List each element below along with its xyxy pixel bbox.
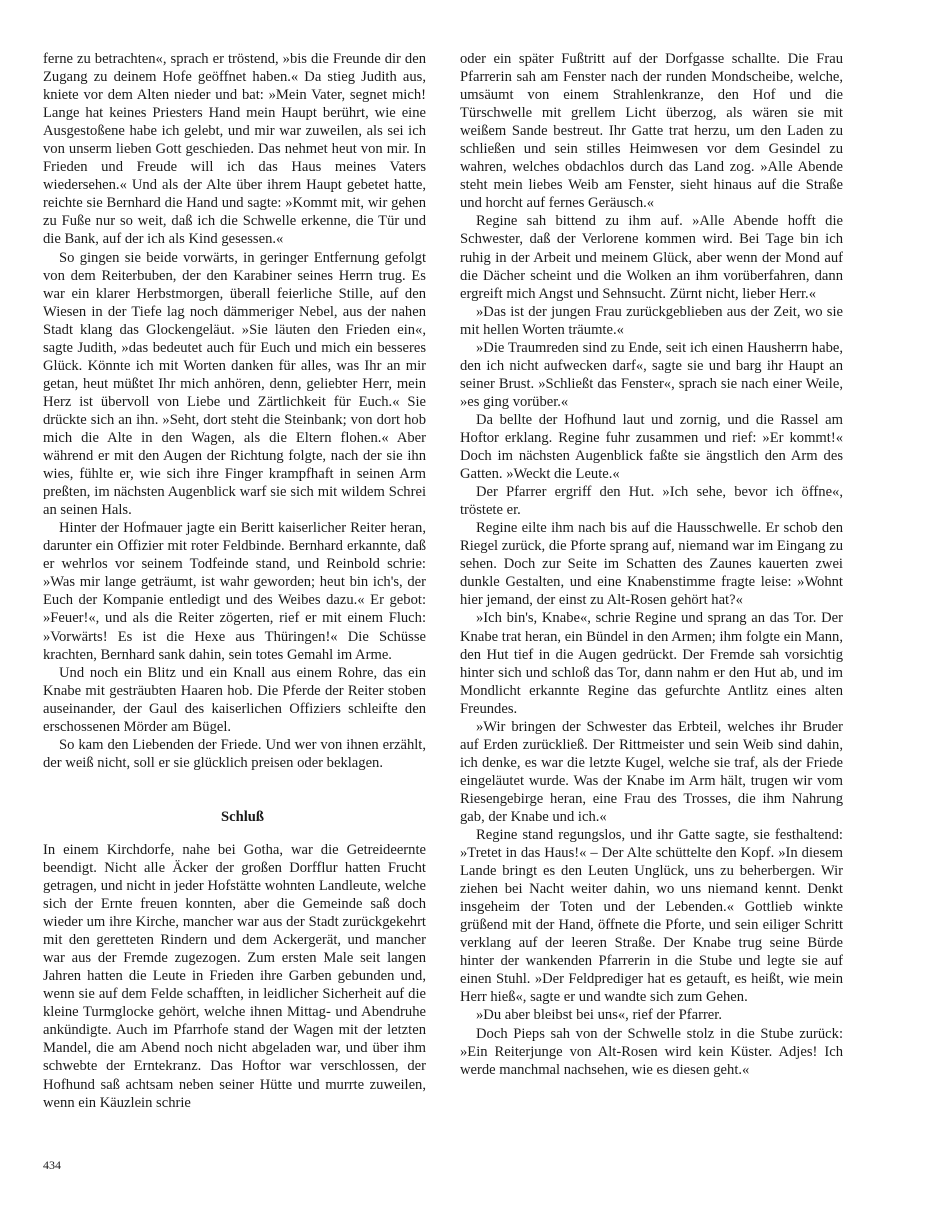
paragraph: Doch Pieps sah von der Schwelle stolz in die Stube zurück: »Ein Reiterjunge von Alt-Rosen wird kein Küster. Adjes! Ich werde manchmal nachsehen, wie es diesen geht.« — [460, 1025, 843, 1078]
left-column — [43, 50, 426, 1112]
paragraph: Regine sah bittend zu ihm auf. »Alle Abende hofft die Schwester, daß der Verlorene kommen wird. Bei Tage bin ich ruhig in der Arbeit und meinem Glück, aber wenn der Mond auf die Dächer scheint und die Wolken an ihm vorüberfahren, dann ergreift mich Angst und Sehnsucht. Zürnt nicht, lieber Herr.« — [460, 213, 843, 302]
paragraph: »Wir bringen der Schwester das Erbteil, welches ihr Bruder auf Erden zurückließ. Der Rittmeister und sein Weib sind dahin, ich denke, es war die letzte Kugel, welche sie traf, als der Friede eingeläutet wurde. Was der Knabe im Arm hält, trugen wir vom Riesengebirge heran, eine Frau des Trosses, die ihm Nahrung gab, der Knabe und ich.« — [460, 718, 843, 825]
paragraph: »Das ist der jungen Frau zurückgeblieben aus der Zeit, wo sie mit hellen Worten träumte.« — [460, 303, 843, 338]
paragraph: Der Pfarrer ergriff den Hut. »Ich sehe, bevor ich öffne«, tröstete er. — [460, 484, 843, 519]
paragraph: Regine stand regungslos, und ihr Gatte sagte, sie festhaltend: »Tretet in das Haus!« – Der Alte schüttelte den Kopf. »In diesem Lande bringt es den Leuten Unglück, uns zu beherbergen. Wir ziehen bei Nacht weiter dahin, wo uns niemand kennt. Denkt insgeheim der Toten und der Lebenden.« Gottlieb winkte grüßend mit der Hand, öffnete die Pforte, und sein eiliger Schritt verklang auf der leeren Straße. Der Knabe trug seine Bürde hinter der wankenden Pfarrerin in die Stube und legte sie auf einen Stuhl. »Der Feldprediger hat es getauft, es heißt, wie mein Herr hieß«, sagte er und wandte sich zum Gehen. — [460, 827, 843, 1006]
paragraph: »Die Traumreden sind zu Ende, seit ich einen Hausherrn habe, den ich nicht aufwecken darf«, sagte sie und barg ihr Haupt an seiner Brust. »Schließt das Fenster«, sprach sie nach einer Weile, »es ging vorüber.« — [460, 339, 843, 410]
paragraph: »Ich bin's, Knabe«, schrie Regine und sprang an das Tor. Der Knabe trat heran, ein Bündel in den Armen; ihm folgte ein Mann, den Hut tief in die Augen gedrückt. Der Fremde sah vorsichtig hinter sich und schloß das Tor, dann nahm er den Hut ab, und im Mondlicht erkannte Regine das gefurchte Antlitz eines alten Freundes. — [460, 610, 843, 717]
paragraph: So gingen sie beide vorwärts, in geringer Entfernung gefolgt von dem Reiterbuben, der den Karabiner seines Herrn trug. Es war ein klarer Herbstmorgen, überall feierliche Stille, auf den Wiesen in der Tiefe lag noch dämmeriger Nebel, aus der nahen Stadt klang das Glockengeläut. »Sie läuten den Frieden ein«, sagte Judith, »das bedeutet auch für Euch und mich ein besseres Glück. Könnte ich mit Worten danken für alles, was Ihr an mir getan, heut müßtet Ihr mich anhören, denn, geliebter Herr, mein Herz ist übervoll von Liebe und Zärtlichkeit für Euch.« Sie drückte sich an ihn. »Seht, dort steht die Steinbank; von dort hob mich die Alte in den Wagen, als die Eltern flohen.« Aber während er mit den Augen der Richtung folgte, nach der sie ihn wies, fühlte er, wie sich ihre Finger krampfhaft in seinen Arm preßten, im nächsten Augenblick warf sie sich mit wildem Schrei an seinen Hals. — [43, 249, 426, 519]
right-column — [460, 50, 843, 1079]
paragraph: Regine eilte ihm nach bis auf die Hausschwelle. Er schob den Riegel zurück, die Pforte sprang auf, niemand war im Eingang zu sehen. Doch zur Seite im Schatten des Zaunes kauerten zwei dunkle Gestalten, und eine Knabenstimme fragte leise: »Wohnt hier jemand, der einst zu Alt-Rosen gehört hat?« — [460, 520, 843, 609]
paragraph: So kam den Liebenden der Friede. Und wer von ihnen erzählt, der weiß nicht, soll er sie glücklich preisen oder beklagen. — [43, 736, 426, 771]
paragraph: Hinter der Hofmauer jagte ein Beritt kaiserlicher Reiter heran, darunter ein Offizier mit roter Feldbinde. Bernhard erkannte, daß er wehrlos vor seinem Todfeinde stand, und Reinbold schrie: »Was mir lange geträumt, ist wahr geworden; heut bin ich's, der Euch der Kompanie entledigt und des Weibes dazu.« Er gebot: »Feuer!«, und als die Reiter zögerten, rief er mit einem Fluch: »Vorwärts! Es ist die Hexe aus Thüringen!« Die Schüsse krachten, Bernhard sank dahin, sein totes Gemahl im Arme. — [43, 520, 426, 663]
paragraph: In einem Kirchdorfe, nahe bei Gotha, war die Getreideernte beendigt. Nicht alle Äcker der großen Dorfflur hatten Frucht getragen, und nicht in jeder Hofstätte wohnten Landleute, welche sich der Ernte freuen konnten, aber die Gemeinde saß doch wieder um ihre Kirche, mancher war aus der Stadt zurückgekehrt mit den geretteten Rindern und dem Ackergerät, und mancher war aus der Fremde zugezogen. Zum ersten Male seit langen Jahren hatten die Leute in Frieden ihre Garben gebunden und, wenn sie auf dem Felde schafften, in leidlicher Sicherheit auf die kleine Turmglocke gehört, welche ihnen Mittag- und Abendruhe ankündigte. Auch im Pfarrhofe stand der Wagen mit der letzten Mandel, die am Abend noch nicht abgeladen war, und über ihm schwebte der Erntekranz. Das Hoftor war verschlossen, der Hofhund saß achtsam neben seiner Hütte und murrte zuweilen, wenn ein Käuzlein schrie — [43, 841, 426, 1111]
page-number: 434 — [43, 1158, 61, 1172]
paragraph: Da bellte der Hofhund laut und zornig, und die Rassel am Hoftor erklang. Regine fuhr zusammen und rief: »Er kommt!« Doch im nächsten Augenblick faßte sie ängstlich den Arm des Gatten. »Weckt die Leute.« — [460, 411, 843, 483]
paragraph: ferne zu betrachten«, sprach er tröstend, »bis die Freunde dir den Zugang zu deinem Hofe geöffnet haben.« Da stieg Judith aus, kniete vor dem Alten nieder und bat: »Mein Vater, segnet mich! Lange hat keines Priesters Hand mein Haupt berührt, wie eine Ausgestoßene habe ich gelebt, und mir war zuweilen, als sei ich von unserm lieben Gott geschieden. Das nehmet heut von mir. In Frieden und Freude will ich das Haus meines Vaters wiedersehen.« Und als der Alte über ihrem Haupt gebetet hatte, reichte sie Bernhard die Hand und sagte: »Kommt mit, wir gehen zu Fuße nur so weit, daß ich die Schwelle erkenne, die Tür und die Bank, auf der ich als Kind gesessen.« — [43, 51, 426, 248]
paragraph: »Du aber bleibst bei uns«, rief der Pfarrer. — [476, 1007, 722, 1024]
paragraph: Und noch ein Blitz und ein Knall aus einem Rohre, das ein Knabe mit gesträubten Haaren hob. Die Pferde der Reiter stoben auseinander, der Gaul des kaiserlichen Offiziers schleifte den erschossenen Mörder am Bügel. — [43, 664, 426, 735]
paragraph: oder ein später Fußtritt auf der Dorfgasse schallte. Die Frau Pfarrerin sah am Fenster nach der runden Mondscheibe, welche, umsäumt von einem Strahlenkranze, den Hof und die Türschwelle mit grellem Licht überzog, als wären sie mit weißem Sande bestreut. Ihr Gatte trat herzu, um den Laden zu schließen und sein stilles Heimwesen vor dem Gesindel zu wahren, welches obdachlos durch das Land zog. »Alle Abende steht mein liebes Weib am Fenster, sieht hinaus auf die Straße und horcht auf fernes Geräusch.« — [460, 51, 843, 212]
section-heading: Schluß — [221, 808, 264, 825]
